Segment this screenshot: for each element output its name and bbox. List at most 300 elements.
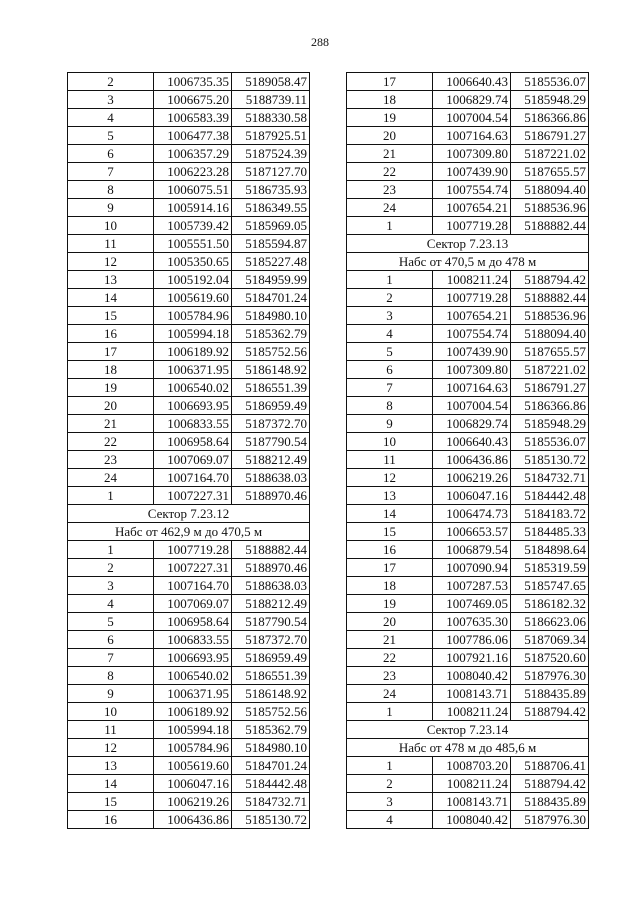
point-number-cell: 18 — [347, 577, 433, 595]
table-row — [347, 757, 589, 775]
x-coordinate-cell: 1007004.54 — [433, 109, 511, 127]
x-coordinate-cell: 1006833.55 — [154, 631, 232, 649]
y-coordinate-cell: 5185319.59 — [511, 559, 589, 577]
x-coordinate-cell: 1005739.42 — [154, 217, 232, 235]
point-number-cell: 12 — [68, 739, 154, 757]
y-coordinate-cell: 5184732.71 — [232, 793, 310, 811]
table-row — [347, 343, 589, 361]
point-number-cell: 23 — [68, 451, 154, 469]
point-number-cell: 6 — [68, 631, 154, 649]
y-coordinate-cell: 5186959.49 — [232, 397, 310, 415]
table-row — [347, 289, 589, 307]
x-coordinate-cell: 1006640.43 — [433, 433, 511, 451]
y-coordinate-cell: 5187069.34 — [511, 631, 589, 649]
x-coordinate-cell: 1006075.51 — [154, 181, 232, 199]
y-coordinate-cell: 5184959.99 — [232, 271, 310, 289]
y-coordinate-cell: 5188212.49 — [232, 595, 310, 613]
table-row — [347, 649, 589, 667]
point-number-cell: 14 — [68, 289, 154, 307]
x-coordinate-cell: 1007654.21 — [433, 199, 511, 217]
sector-header-row — [347, 721, 589, 739]
coordinates-table-right — [346, 72, 589, 829]
point-number-cell: 24 — [347, 199, 433, 217]
sector-title: Сектор 7.23.13 — [347, 235, 589, 253]
x-coordinate-cell: 1008040.42 — [433, 811, 511, 829]
table-row — [68, 235, 310, 253]
sector-title: Сектор 7.23.12 — [68, 505, 310, 523]
table-row — [68, 289, 310, 307]
y-coordinate-cell: 5185747.65 — [511, 577, 589, 595]
table-row — [347, 145, 589, 163]
table-row — [68, 433, 310, 451]
table-row — [68, 199, 310, 217]
y-coordinate-cell: 5188536.96 — [511, 307, 589, 325]
y-coordinate-cell: 5186551.39 — [232, 667, 310, 685]
x-coordinate-cell: 1006829.74 — [433, 91, 511, 109]
point-number-cell: 5 — [347, 343, 433, 361]
y-coordinate-cell: 5188638.03 — [232, 469, 310, 487]
sector-height-row — [68, 523, 310, 541]
y-coordinate-cell: 5187790.54 — [232, 433, 310, 451]
x-coordinate-cell: 1006219.26 — [154, 793, 232, 811]
x-coordinate-cell: 1007287.53 — [433, 577, 511, 595]
x-coordinate-cell: 1008211.24 — [433, 703, 511, 721]
sector-height-range: Набс от 462,9 м до 470,5 м — [68, 523, 310, 541]
x-coordinate-cell: 1006540.02 — [154, 379, 232, 397]
y-coordinate-cell: 5186551.39 — [232, 379, 310, 397]
table-row — [68, 73, 310, 91]
table-row — [68, 469, 310, 487]
y-coordinate-cell: 5184485.33 — [511, 523, 589, 541]
table-row — [347, 307, 589, 325]
point-number-cell: 5 — [68, 613, 154, 631]
point-number-cell: 7 — [68, 163, 154, 181]
x-coordinate-cell: 1007921.16 — [433, 649, 511, 667]
y-coordinate-cell: 5185536.07 — [511, 433, 589, 451]
y-coordinate-cell: 5187520.60 — [511, 649, 589, 667]
y-coordinate-cell: 5187790.54 — [232, 613, 310, 631]
table-row — [347, 451, 589, 469]
y-coordinate-cell: 5185752.56 — [232, 343, 310, 361]
y-coordinate-cell: 5184183.72 — [511, 505, 589, 523]
point-number-cell: 5 — [68, 127, 154, 145]
table-row — [347, 127, 589, 145]
x-coordinate-cell: 1005914.16 — [154, 199, 232, 217]
y-coordinate-cell: 5184898.64 — [511, 541, 589, 559]
x-coordinate-cell: 1006436.86 — [154, 811, 232, 829]
x-coordinate-cell: 1006189.92 — [154, 703, 232, 721]
point-number-cell: 3 — [68, 577, 154, 595]
y-coordinate-cell: 5186148.92 — [232, 685, 310, 703]
x-coordinate-cell: 1007069.07 — [154, 451, 232, 469]
point-number-cell: 4 — [68, 109, 154, 127]
point-number-cell: 8 — [68, 667, 154, 685]
point-number-cell: 11 — [347, 451, 433, 469]
x-coordinate-cell: 1008040.42 — [433, 667, 511, 685]
x-coordinate-cell: 1005784.96 — [154, 739, 232, 757]
x-coordinate-cell: 1007004.54 — [433, 397, 511, 415]
point-number-cell: 11 — [68, 235, 154, 253]
point-number-cell: 10 — [68, 217, 154, 235]
table-row — [347, 595, 589, 613]
y-coordinate-cell: 5184980.10 — [232, 307, 310, 325]
x-coordinate-cell: 1006693.95 — [154, 397, 232, 415]
point-number-cell: 8 — [347, 397, 433, 415]
y-coordinate-cell: 5187127.70 — [232, 163, 310, 181]
point-number-cell: 21 — [68, 415, 154, 433]
sector-height-row — [347, 253, 589, 271]
table-row — [68, 649, 310, 667]
x-coordinate-cell: 1007654.21 — [433, 307, 511, 325]
x-coordinate-cell: 1006675.20 — [154, 91, 232, 109]
table-row — [347, 217, 589, 235]
y-coordinate-cell: 5188794.42 — [511, 775, 589, 793]
point-number-cell: 4 — [347, 325, 433, 343]
point-number-cell: 15 — [68, 793, 154, 811]
x-coordinate-cell: 1006371.95 — [154, 685, 232, 703]
point-number-cell: 23 — [347, 667, 433, 685]
x-coordinate-cell: 1007309.80 — [433, 361, 511, 379]
table-row — [347, 379, 589, 397]
y-coordinate-cell: 5188435.89 — [511, 685, 589, 703]
point-number-cell: 16 — [347, 541, 433, 559]
table-row — [347, 397, 589, 415]
x-coordinate-cell: 1006583.39 — [154, 109, 232, 127]
table-row — [68, 541, 310, 559]
point-number-cell: 14 — [68, 775, 154, 793]
point-number-cell: 2 — [68, 559, 154, 577]
table-row — [347, 91, 589, 109]
x-coordinate-cell: 1007227.31 — [154, 487, 232, 505]
x-coordinate-cell: 1007309.80 — [433, 145, 511, 163]
sector-height-range: Набс от 470,5 м до 478 м — [347, 253, 589, 271]
y-coordinate-cell: 5186148.92 — [232, 361, 310, 379]
point-number-cell: 11 — [68, 721, 154, 739]
point-number-cell: 9 — [347, 415, 433, 433]
point-number-cell: 1 — [347, 757, 433, 775]
table-row — [347, 811, 589, 829]
point-number-cell: 2 — [68, 73, 154, 91]
table-row — [347, 775, 589, 793]
x-coordinate-cell: 1007069.07 — [154, 595, 232, 613]
point-number-cell: 1 — [68, 541, 154, 559]
table-row — [68, 487, 310, 505]
table-row — [68, 631, 310, 649]
table-row — [68, 775, 310, 793]
x-coordinate-cell: 1007554.74 — [433, 181, 511, 199]
point-number-cell: 2 — [347, 289, 433, 307]
x-coordinate-cell: 1006829.74 — [433, 415, 511, 433]
sector-height-row — [347, 739, 589, 757]
y-coordinate-cell: 5184701.24 — [232, 757, 310, 775]
y-coordinate-cell: 5188882.44 — [511, 217, 589, 235]
x-coordinate-cell: 1007439.90 — [433, 343, 511, 361]
y-coordinate-cell: 5186182.32 — [511, 595, 589, 613]
point-number-cell: 1 — [347, 217, 433, 235]
x-coordinate-cell: 1006653.57 — [433, 523, 511, 541]
table-row — [347, 487, 589, 505]
table-row — [68, 109, 310, 127]
x-coordinate-cell: 1006436.86 — [433, 451, 511, 469]
point-number-cell: 6 — [68, 145, 154, 163]
x-coordinate-cell: 1008211.24 — [433, 775, 511, 793]
x-coordinate-cell: 1006223.28 — [154, 163, 232, 181]
table-row — [68, 685, 310, 703]
point-number-cell: 20 — [347, 127, 433, 145]
point-number-cell: 19 — [347, 595, 433, 613]
y-coordinate-cell: 5185227.48 — [232, 253, 310, 271]
point-number-cell: 18 — [68, 361, 154, 379]
point-number-cell: 3 — [347, 307, 433, 325]
point-number-cell: 1 — [68, 487, 154, 505]
table-row — [68, 253, 310, 271]
table-row — [68, 361, 310, 379]
x-coordinate-cell: 1007786.06 — [433, 631, 511, 649]
sector-title: Сектор 7.23.14 — [347, 721, 589, 739]
table-row — [68, 613, 310, 631]
table-row — [68, 559, 310, 577]
y-coordinate-cell: 5185130.72 — [511, 451, 589, 469]
y-coordinate-cell: 5188638.03 — [232, 577, 310, 595]
point-number-cell: 1 — [347, 703, 433, 721]
point-number-cell: 7 — [68, 649, 154, 667]
x-coordinate-cell: 1006219.26 — [433, 469, 511, 487]
y-coordinate-cell: 5186791.27 — [511, 127, 589, 145]
table-row — [347, 667, 589, 685]
table-row — [68, 217, 310, 235]
table-row — [347, 181, 589, 199]
x-coordinate-cell: 1007635.30 — [433, 613, 511, 631]
table-row — [347, 109, 589, 127]
table-row — [347, 433, 589, 451]
table-row — [347, 613, 589, 631]
table-row — [68, 163, 310, 181]
x-coordinate-cell: 1007554.74 — [433, 325, 511, 343]
y-coordinate-cell: 5187221.02 — [511, 361, 589, 379]
y-coordinate-cell: 5186366.86 — [511, 397, 589, 415]
x-coordinate-cell: 1007227.31 — [154, 559, 232, 577]
table-row — [347, 577, 589, 595]
point-number-cell: 15 — [347, 523, 433, 541]
table-row — [68, 325, 310, 343]
y-coordinate-cell: 5188094.40 — [511, 325, 589, 343]
point-number-cell: 12 — [68, 253, 154, 271]
x-coordinate-cell: 1005350.65 — [154, 253, 232, 271]
x-coordinate-cell: 1008211.24 — [433, 271, 511, 289]
point-number-cell: 9 — [68, 199, 154, 217]
point-number-cell: 13 — [68, 757, 154, 775]
point-number-cell: 3 — [347, 793, 433, 811]
y-coordinate-cell: 5185948.29 — [511, 415, 589, 433]
table-row — [347, 271, 589, 289]
point-number-cell: 21 — [347, 145, 433, 163]
y-coordinate-cell: 5186349.55 — [232, 199, 310, 217]
point-number-cell: 14 — [347, 505, 433, 523]
table-row — [347, 703, 589, 721]
table-row — [68, 415, 310, 433]
x-coordinate-cell: 1006833.55 — [154, 415, 232, 433]
point-number-cell: 4 — [68, 595, 154, 613]
y-coordinate-cell: 5184442.48 — [511, 487, 589, 505]
y-coordinate-cell: 5185130.72 — [232, 811, 310, 829]
table-row — [347, 415, 589, 433]
x-coordinate-cell: 1005192.04 — [154, 271, 232, 289]
point-number-cell: 13 — [68, 271, 154, 289]
y-coordinate-cell: 5188970.46 — [232, 559, 310, 577]
x-coordinate-cell: 1006047.16 — [433, 487, 511, 505]
x-coordinate-cell: 1006047.16 — [154, 775, 232, 793]
y-coordinate-cell: 5188435.89 — [511, 793, 589, 811]
y-coordinate-cell: 5185948.29 — [511, 91, 589, 109]
x-coordinate-cell: 1005619.60 — [154, 757, 232, 775]
x-coordinate-cell: 1007164.63 — [433, 379, 511, 397]
x-coordinate-cell: 1007164.70 — [154, 577, 232, 595]
y-coordinate-cell: 5184980.10 — [232, 739, 310, 757]
y-coordinate-cell: 5188882.44 — [232, 541, 310, 559]
x-coordinate-cell: 1006693.95 — [154, 649, 232, 667]
y-coordinate-cell: 5188536.96 — [511, 199, 589, 217]
table-row — [347, 559, 589, 577]
y-coordinate-cell: 5187655.57 — [511, 343, 589, 361]
point-number-cell: 3 — [68, 91, 154, 109]
x-coordinate-cell: 1008143.71 — [433, 793, 511, 811]
y-coordinate-cell: 5185752.56 — [232, 703, 310, 721]
x-coordinate-cell: 1005994.18 — [154, 325, 232, 343]
x-coordinate-cell: 1005784.96 — [154, 307, 232, 325]
table-row — [68, 577, 310, 595]
y-coordinate-cell: 5186366.86 — [511, 109, 589, 127]
x-coordinate-cell: 1005551.50 — [154, 235, 232, 253]
point-number-cell: 9 — [68, 685, 154, 703]
y-coordinate-cell: 5188739.11 — [232, 91, 310, 109]
x-coordinate-cell: 1007719.28 — [154, 541, 232, 559]
table-row — [347, 199, 589, 217]
y-coordinate-cell: 5187976.30 — [511, 667, 589, 685]
table-row — [68, 811, 310, 829]
y-coordinate-cell: 5188970.46 — [232, 487, 310, 505]
point-number-cell: 16 — [68, 325, 154, 343]
table-row — [347, 541, 589, 559]
x-coordinate-cell: 1006540.02 — [154, 667, 232, 685]
y-coordinate-cell: 5184442.48 — [232, 775, 310, 793]
point-number-cell: 22 — [68, 433, 154, 451]
table-row — [68, 271, 310, 289]
y-coordinate-cell: 5187372.70 — [232, 415, 310, 433]
coordinates-table-left — [67, 72, 310, 829]
y-coordinate-cell: 5186623.06 — [511, 613, 589, 631]
point-number-cell: 22 — [347, 163, 433, 181]
point-number-cell: 22 — [347, 649, 433, 667]
table-row — [347, 523, 589, 541]
point-number-cell: 17 — [347, 73, 433, 91]
y-coordinate-cell: 5187372.70 — [232, 631, 310, 649]
x-coordinate-cell: 1006477.38 — [154, 127, 232, 145]
x-coordinate-cell: 1006640.43 — [433, 73, 511, 91]
point-number-cell: 19 — [347, 109, 433, 127]
y-coordinate-cell: 5188094.40 — [511, 181, 589, 199]
y-coordinate-cell: 5187925.51 — [232, 127, 310, 145]
x-coordinate-cell: 1007719.28 — [433, 217, 511, 235]
y-coordinate-cell: 5188330.58 — [232, 109, 310, 127]
table-row — [68, 703, 310, 721]
y-coordinate-cell: 5188794.42 — [511, 271, 589, 289]
point-number-cell: 17 — [68, 343, 154, 361]
y-coordinate-cell: 5188794.42 — [511, 703, 589, 721]
x-coordinate-cell: 1006357.29 — [154, 145, 232, 163]
point-number-cell: 7 — [347, 379, 433, 397]
y-coordinate-cell: 5185362.79 — [232, 721, 310, 739]
x-coordinate-cell: 1006958.64 — [154, 613, 232, 631]
table-row — [347, 325, 589, 343]
y-coordinate-cell: 5187976.30 — [511, 811, 589, 829]
y-coordinate-cell: 5185536.07 — [511, 73, 589, 91]
table-row — [68, 595, 310, 613]
y-coordinate-cell: 5185969.05 — [232, 217, 310, 235]
table-row — [68, 379, 310, 397]
table-row — [68, 343, 310, 361]
y-coordinate-cell: 5187524.39 — [232, 145, 310, 163]
x-coordinate-cell: 1007469.05 — [433, 595, 511, 613]
point-number-cell: 2 — [347, 775, 433, 793]
x-coordinate-cell: 1006958.64 — [154, 433, 232, 451]
y-coordinate-cell: 5187221.02 — [511, 145, 589, 163]
table-row — [68, 307, 310, 325]
point-number-cell: 16 — [68, 811, 154, 829]
table-row — [347, 163, 589, 181]
point-number-cell: 21 — [347, 631, 433, 649]
point-number-cell: 17 — [347, 559, 433, 577]
x-coordinate-cell: 1007090.94 — [433, 559, 511, 577]
table-row — [68, 91, 310, 109]
point-number-cell: 13 — [347, 487, 433, 505]
table-row — [68, 739, 310, 757]
point-number-cell: 23 — [347, 181, 433, 199]
point-number-cell: 20 — [347, 613, 433, 631]
table-row — [68, 127, 310, 145]
point-number-cell: 4 — [347, 811, 433, 829]
point-number-cell: 1 — [347, 271, 433, 289]
point-number-cell: 24 — [68, 469, 154, 487]
x-coordinate-cell: 1006189.92 — [154, 343, 232, 361]
y-coordinate-cell: 5186735.93 — [232, 181, 310, 199]
x-coordinate-cell: 1005994.18 — [154, 721, 232, 739]
x-coordinate-cell: 1007164.70 — [154, 469, 232, 487]
table-row — [347, 793, 589, 811]
table-row — [347, 505, 589, 523]
table-row — [68, 181, 310, 199]
point-number-cell: 19 — [68, 379, 154, 397]
x-coordinate-cell: 1006879.54 — [433, 541, 511, 559]
point-number-cell: 18 — [347, 91, 433, 109]
table-row — [347, 73, 589, 91]
x-coordinate-cell: 1005619.60 — [154, 289, 232, 307]
table-row — [68, 145, 310, 163]
y-coordinate-cell: 5188882.44 — [511, 289, 589, 307]
table-row — [68, 667, 310, 685]
y-coordinate-cell: 5187655.57 — [511, 163, 589, 181]
y-coordinate-cell: 5184732.71 — [511, 469, 589, 487]
table-row — [68, 397, 310, 415]
point-number-cell: 24 — [347, 685, 433, 703]
x-coordinate-cell: 1008703.20 — [433, 757, 511, 775]
y-coordinate-cell: 5186791.27 — [511, 379, 589, 397]
table-row — [347, 685, 589, 703]
x-coordinate-cell: 1006371.95 — [154, 361, 232, 379]
page-number: 288 — [311, 35, 329, 49]
sector-header-row — [68, 505, 310, 523]
table-row — [347, 469, 589, 487]
y-coordinate-cell: 5186959.49 — [232, 649, 310, 667]
